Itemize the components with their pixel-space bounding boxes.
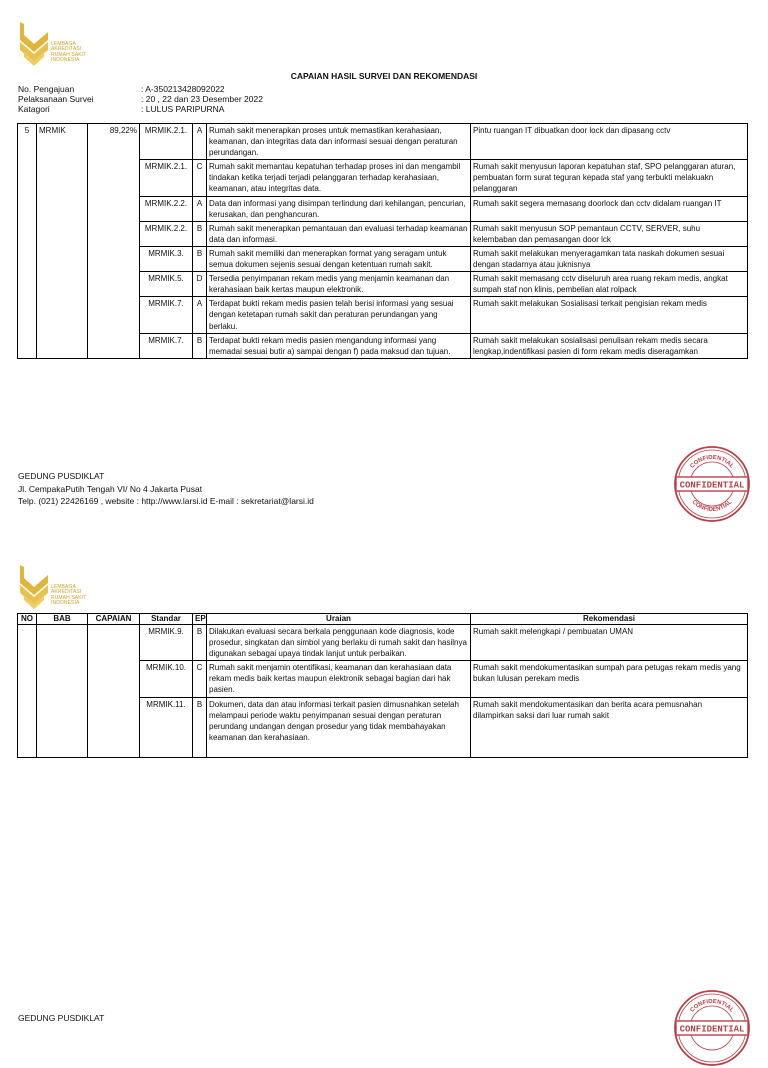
rekomendasi-cell: Rumah sakit menyusun SOP pemantaun CCTV, SERVER, suhu kelembaban dan pemasangan door lck <box>471 221 748 246</box>
rekomendasi-cell: Rumah sakit melakukan menyeragamkan tata naskah dokumen sesuai dengan stadarnya atau juknisnya <box>471 246 748 271</box>
larsi-emblem-icon <box>18 563 50 611</box>
ep-cell: A <box>193 124 207 160</box>
rekomendasi-cell: Rumah sakit melakukan sosialisasi penulisan rekam medis secara lengkap,indentifikasi pasien di form rekam medis diseragamkan <box>471 333 748 358</box>
uraian-cell: Data dan informasi yang disimpan terlindung dari kehilangan, pencurian, kerusakan, dan penghancuran. <box>207 196 471 221</box>
standar-cell: MRMIK.2.1. <box>140 160 193 196</box>
ep-cell: D <box>193 272 207 297</box>
standar-cell: MRMIK.2.2. <box>140 196 193 221</box>
uraian-cell: Rumah sakit memantau kepatuhan terhadap proses ini dan mengambil tindakan ketika terjadi terjadi pelanggaran terhadap kerahasiaan, keamanan, atau integritas data. <box>207 160 471 196</box>
ep-cell: B <box>193 697 207 757</box>
rekomendasi-cell: Pintu ruangan IT dibuatkan door lock dan dipasang cctv <box>471 124 748 160</box>
rekomendasi-cell: Rumah sakit segera memasang doorlock dan cctv didalam ruangan IT <box>471 196 748 221</box>
logo-line: LEMBAGA <box>51 584 76 590</box>
standar-cell: MRMIK.7. <box>140 333 193 358</box>
rekomendasi-cell: Rumah sakit menyusun laporan kepatuhan staf, SPO pelanggaran aturan, pembuatan form surat teguran kepada staf yang terbukti melakuakn pelanggaran <box>471 160 748 196</box>
uraian-cell: Dokumen, data dan atau informasi terkait pasien dimusnahkan setelah melampaui periode waktu penyimpanan sesuai dengan peraturan perundang undangan dengan prosedur yang tidak membahayakan keamanan dan kerahasiaan. <box>207 697 471 757</box>
rekomendasi-cell: Rumah sakit mendokumentasikan dan berita acara pemusnahan dilampirkan saksi dari luar rumah sakit <box>471 697 748 757</box>
uraian-cell: Dilakukan evaluasi secara berkala penggunaan kode diagnosis, kode prosedur, singkatan dan simbol yang berlaku di rumah sakit dan hasilnya digunakan sebagai upaya tindak lanjut untuk perbaikan. <box>207 625 471 661</box>
bab-cell <box>37 625 88 758</box>
logo-line: INDONESIA <box>51 57 80 64</box>
col-header-bab: BAB <box>37 614 88 625</box>
ep-cell: C <box>193 160 207 196</box>
bab-cell: MRMIK <box>37 124 88 359</box>
ep-cell: A <box>193 297 207 333</box>
confidential-stamp-icon <box>672 988 752 1068</box>
meta-label: Pelaksanaan Survei <box>18 94 94 104</box>
rekomendasi-cell: Rumah sakit melakukan Sosialisasi terkait pengisian rekam medis <box>471 297 748 333</box>
col-header-rekomendasi: Rekomendasi <box>471 614 748 625</box>
rekomendasi-cell: Rumah sakit mendokumentasikan sumpah para petugas rekam medis yang bukan lulusan perekam medis <box>471 661 748 697</box>
logo-line: AKREDITASI <box>51 46 82 53</box>
stamp-label: CONFIDENTIAL <box>679 480 745 491</box>
col-header-ep: EP <box>193 614 207 625</box>
uraian-cell: Terdapat bukti rekam medis pasien telah berisi informasi yang sesuai dengan ketetapan rumah sakit dan peraturan perundangan yang berlaku. <box>207 297 471 333</box>
svg-text:CONFIDENTIAL: CONFIDENTIAL <box>689 998 735 1014</box>
meta-value: : 20 , 22 dan 23 Desember 2022 <box>141 94 263 104</box>
page-footer <box>18 1012 104 1025</box>
stamp-label: CONFIDENTIAL <box>679 1024 745 1035</box>
standar-cell: MRMIK.7. <box>140 297 193 333</box>
ep-cell: B <box>193 246 207 271</box>
uraian-cell: Rumah sakit menjamin otentifikasi, keamanan dan kerahasiaan data rekam medis baik kertas maupun elektronik sebagai bagian dari hak pasien. <box>207 661 471 697</box>
svg-text:CONFIDENTIAL: CONFIDENTIAL <box>690 499 734 514</box>
ep-cell: B <box>193 333 207 358</box>
standar-cell: MRMIK.11. <box>140 697 193 757</box>
svg-text:CONFIDENTIAL: CONFIDENTIAL <box>689 454 735 470</box>
footer-address: Jl. CempakaPutih Tengah VI/ No 4 Jakarta Pusat <box>18 483 203 494</box>
meta-value: : A-350213428092022 <box>141 84 225 94</box>
no-cell <box>18 625 37 758</box>
footer-org: GEDUNG PUSDIKLAT <box>18 471 105 481</box>
uraian-cell: Rumah sakit menerapkan proses untuk memastikan kerahasiaan, keamanan, dan integritas data dan informasi sesuai dengan peraturan perundangan. <box>207 124 471 160</box>
standar-cell: MRMIK.2.1. <box>140 124 193 160</box>
document-title: CAPAIAN HASIL SURVEI DAN REKOMENDASI <box>290 71 478 81</box>
col-header-standar: Standar <box>140 614 193 625</box>
meta-value: : LULUS PARIPURNA <box>141 104 225 114</box>
table-row <box>18 625 748 661</box>
logo-text <box>51 585 86 607</box>
no-cell: 5 <box>18 124 37 359</box>
logo-line: LEMBAGA <box>51 41 76 47</box>
meta-label: No. Pengajuan <box>18 84 75 94</box>
capaian-cell: 89,22% <box>88 124 140 359</box>
col-header-no: NO <box>18 614 37 625</box>
logo-line: AKREDITASI <box>51 589 82 596</box>
uraian-cell: Rumah sakit menerapkan pemantauan dan evaluasi terhadap keamanan data dan informasi. <box>207 221 471 246</box>
logo-line: RUMAH SAKIT <box>51 594 87 601</box>
rekomendasi-cell: Rumah sakit memasang cctv diseluruh area ruang rekam medis, angkat sumpah staf non klinis, pembelian alat rolpack <box>471 272 748 297</box>
ep-cell: C <box>193 661 207 697</box>
standar-cell: MRMIK.3. <box>140 246 193 271</box>
rekomendasi-cell: Rumah sakit melengkapi / pembuatan UMAN <box>471 625 748 661</box>
logo-line: INDONESIA <box>51 600 80 607</box>
uraian-cell: Terdapat bukti rekam medis pasien mengandung informasi yang memadai sesuai butir a) sampai dengan f) pada maksud dan tujuan. <box>207 333 471 358</box>
footer-org: GEDUNG PUSDIKLAT <box>18 1013 105 1023</box>
ep-cell: B <box>193 625 207 661</box>
standar-cell: MRMIK.10. <box>140 661 193 697</box>
ep-cell: A <box>193 196 207 221</box>
footer-contact: Telp. (021) 22426169 , website : http://www.larsi.id E-mail : sekretariat@larsi.id <box>18 496 314 506</box>
standar-cell: MRMIK.5. <box>140 272 193 297</box>
standar-cell: MRMIK.2.2. <box>140 221 193 246</box>
survey-results-table-continued <box>17 613 748 758</box>
uraian-cell: Rumah sakit memiliki dan menerapkan format yang seragam untuk semua dokumen sejenis sesuai dengan ketentuan rumah sakit. <box>207 246 471 271</box>
standar-cell: MRMIK.9. <box>140 625 193 661</box>
ep-cell: B <box>193 221 207 246</box>
table-header-row <box>18 614 748 625</box>
col-header-uraian: Uraian <box>207 614 471 625</box>
logo-line: RUMAH SAKIT <box>51 51 87 58</box>
meta-label: Katagori <box>18 104 50 114</box>
uraian-cell: Tersedia penyimpanan rekam medis yang menjamin keamanan dan kerahasiaan baik kertas maupun elektronik. <box>207 272 471 297</box>
col-header-capaian: CAPAIAN <box>88 614 140 625</box>
capaian-cell <box>88 625 140 758</box>
larsi-logo <box>18 563 108 613</box>
